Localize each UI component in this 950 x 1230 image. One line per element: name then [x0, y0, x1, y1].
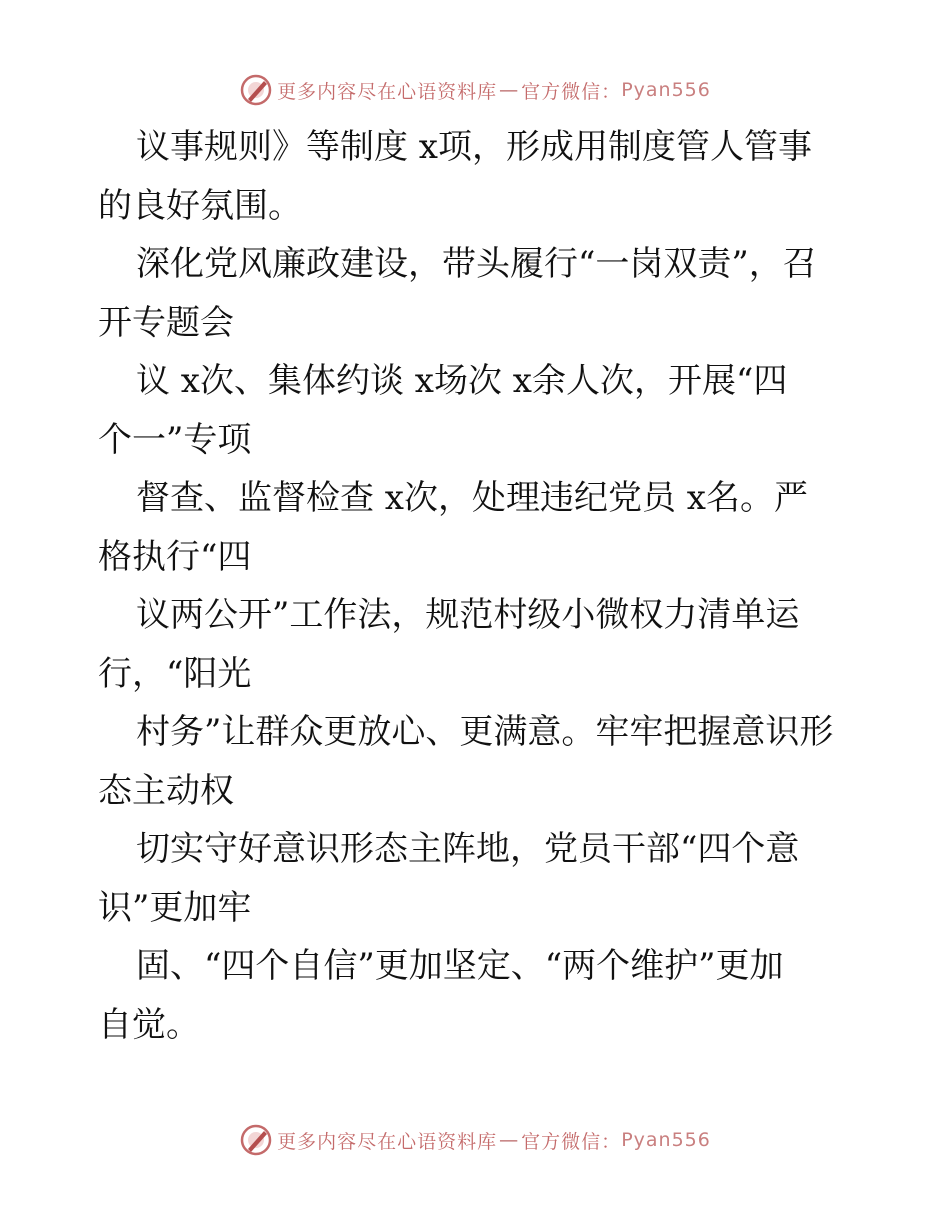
- watermark-separator: —: [499, 1129, 520, 1151]
- body-line: 督查、监督检查 x次，处理违纪党员 x名。严: [136, 478, 808, 518]
- watermark-id: Pyan556: [621, 1129, 711, 1151]
- watermark-separator: —: [499, 79, 520, 101]
- body-line: 的良好氛围。: [98, 185, 302, 226]
- watermark-title: 更多内容尽在心语资料库: [277, 1130, 498, 1153]
- body-line: 个一”专项: [98, 419, 252, 460]
- watermark-contact: 官方微信：: [521, 1130, 622, 1153]
- body-line: 议两公开”工作法，规范村级小微权力清单运: [136, 595, 800, 635]
- watermark-contact: 官方微信：: [521, 80, 622, 103]
- body-line: 开专题会: [98, 302, 234, 343]
- watermark-id: Pyan556: [621, 79, 711, 101]
- seal-pen-icon: [239, 1123, 273, 1157]
- body-line: 切实守好意识形态主阵地，党员干部“四个意: [136, 829, 800, 869]
- document-body: [98, 118, 858, 1054]
- body-line: 格执行“四: [98, 536, 252, 577]
- body-line: 识”更加牢: [98, 887, 252, 928]
- body-line: 村务”让群众更放心、更满意。牢牢把握意识形: [136, 712, 834, 752]
- body-line: 自觉。: [98, 1004, 200, 1045]
- body-line: 议事规则》等制度 x项，形成用制度管人管事: [136, 127, 812, 167]
- watermark-title: 更多内容尽在心语资料库: [277, 80, 498, 103]
- body-line: 态主动权: [98, 770, 234, 811]
- body-line: 行，“阳光: [98, 653, 252, 694]
- body-line: 议 x次、集体约谈 x场次 x余人次，开展“四: [136, 361, 788, 401]
- body-line: 深化党风廉政建设，带头履行“一岗双责”，召: [136, 244, 817, 284]
- footer-watermark: [0, 1120, 950, 1160]
- body-line: 固、“四个自信”更加坚定、“两个维护”更加: [136, 946, 784, 986]
- header-watermark: [0, 70, 950, 110]
- seal-pen-icon: [239, 73, 273, 107]
